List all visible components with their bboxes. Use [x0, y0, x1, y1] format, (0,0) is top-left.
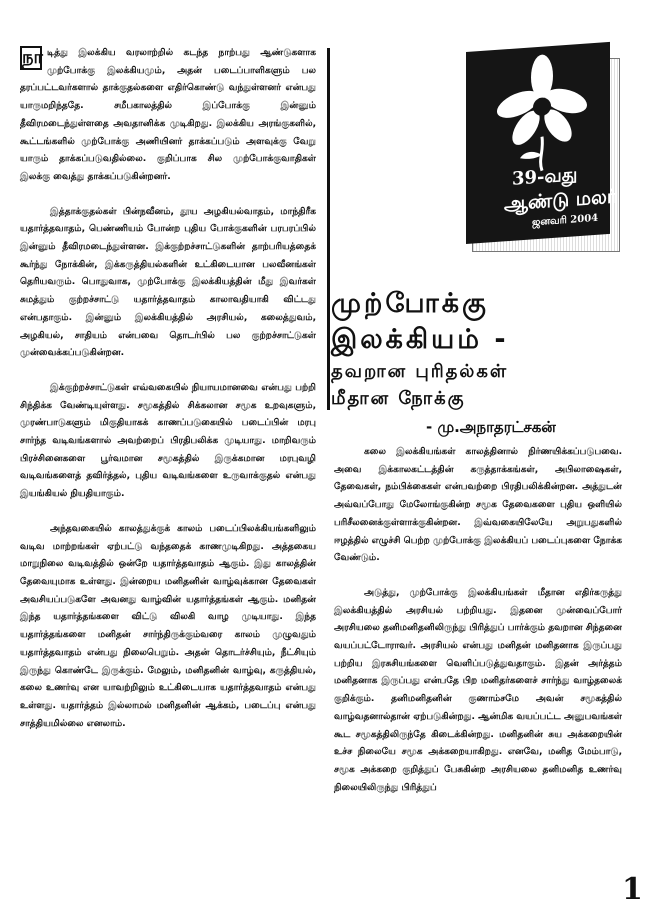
title-line: முற்போக்கு	[331, 288, 489, 319]
right-column	[334, 443, 622, 796]
title-line: இலக்கியம் -	[331, 324, 509, 355]
paragraph: இக்குற்றச்சாட்டுகள் எவ்வகையில் நியாயமானவை என்பது பற்றி சிந்திக்க வேண்டியுள்ளது. சமூகத்தில் சிக்கலான சமூக உறவுகளும், முரண்பாடுகளும் மிகுதியாகக் காணப்படுகையில் படைப்பின் மரபு சார்ந்த வடிவங்களால் அவற்றைப் பிரதிபலிக்க முடியாது. மாறிவரும் பிரச்சினைகளை பூர்வமான சமூகத்தில் இருக்கமான மரபுவழி வடிவங்களைத் தவிர்த்தல், புதிய வடிவங்களை உருவாக்குதல் என்பது இயங்கியல் நியதியாகும்.	[20, 381, 316, 500]
drop-cap: நா	[22, 47, 43, 68]
article-title	[331, 286, 631, 412]
book-date: ஜனவரி 2004	[532, 212, 599, 229]
paragraph: இத்தாக்குதல்கள் பின்நவீனம், தூய அழகியல்வாதம், மாந்திரீக யதார்த்தவாதம், பெண்ணியம் போன்ற புதிய போக்குகளின் பரபரப்பில் இன்னும் தீவிரமடைந்துள்ளன. இக்குற்றச்சாட்டுகளின் தாற்பரியத்தைக் கூர்ந்து நோக்கின், இக்கருத்தியல்களின் உட்கிடையான பலவீனங்கள் தெரியவரும். பொதுவாக, முற்போக்கு இலக்கியத்தின் மீது இவர்கள் சுமத்தும் குற்றச்சாட்டு யதார்த்தவாதம் காலாவதியாகி விட்டது என்பதாகும். இன்னும் இலக்கியத்தில் அரசியல், கலைத்துவம், அழகியல், சாதியம் என்பவை தொடர்பில் பல குற்றச்சாட்டுகள் முன்வைக்கப்படுகின்றன.	[20, 205, 316, 359]
paragraph-text: டித்து இலக்கிய வரலாற்றில் கடந்த நாற்பது ஆண்டுகளாக முற்போக்கு இலக்கியமும், அதன் படைப்பாளிகளும் பல தரப்பட்டவர்களால் தாக்குதல்களை எதிர்கொண்டு வந்துள்ளனர் என்பது யாருமறிந்ததே. சமீபகாலத்தில் இப்போக்கு இன்னும் தீவிரமடைந்துள்ளதை அவதானிக்க முடிகிறது. இலக்கிய அரங்குகளில், கூட்டங்களில் முற்போக்கு அணியினர் தாக்கப்படும் அளவுக்கு வேறு யாரும் தாக்கப்படுவதில்லை. குறிப்பாக சில முற்போக்குவாதிகள் இலக்கு வைத்து தாக்கப்படுகின்றனர்.	[20, 47, 316, 182]
book-edition: 39-வது	[512, 164, 578, 190]
author-byline: - மு.அநாதரட்சகன்	[426, 418, 556, 436]
paragraph: அடுத்து, முற்போக்கு இலக்கியங்கள் மீதான எதிர்கருத்து இலக்கியத்தில் அரசியல் பற்றியது. இதனை முன்வைப்போர் அரசியலை தனிமனிதனிலிருந்து பிரித்துப் பார்க்கும் தவறான சிந்தனை வயப்பட்டோராவர். அரசியல் என்பது மனிதன் மனிதனாக இருப்பது பற்றிய இரசுசியங்களை வெளிப்படுத்துவதாகும். இதன் அர்த்தம் மனிதனாக இருப்பது என்பதே பிற மனிதர்களைச் சார்ந்து வாழ்தலைக் குறிக்கும். தனிமனிதனின் குணாம்சமே அவன் சமூகத்தில் வாழ்வதனால்தான் ஏற்படுகின்றது. ஆன்மிக வயப்பட்ட அனுபவங்கள் கூட சமூகத்திலிருந்தே கிடைக்கின்றது. மனிதனின் சுய அக்கறையின் உச்ச நிலையே சமூக அக்கறையாகிறது. எனவே, மனித மேம்பாடு, சமூக அக்கறை குறித்துப் பேசுகின்ற அரசியலை தனிமனித உணர்வு நிலையிலிருந்து பிரித்துப்	[334, 586, 622, 793]
paragraph	[20, 44, 316, 186]
left-column	[20, 44, 316, 732]
paragraph: கலை இலக்கியங்கள் காலத்தினால் நிர்ணயிக்கப்படுபவை. அவை இக்காலகட்டத்தின் கருத்தாக்கங்கள், அபிலாஷைகள், தேவைகள், நம்பிக்கைகள் என்பவற்றை பிரதிபலிக்கின்றன. அத்துடன் அவ்வப்போது மேலோங்குகின்ற சமூக தேவைகளை புதிய ஒளியில் பரிசீலனைக்குள்ளாக்குகின்றன. இவ்வகையிலேயே அறுபதுகளில் ஈழத்தில் எழுச்சி பெற்ற முற்போக்கு இலக்கியப் படைப்புகளை நோக்க வேண்டும்.	[334, 446, 622, 564]
book-cover	[466, 52, 616, 250]
title-line: மீதான நோக்கு	[331, 388, 466, 409]
paragraph: அந்தவகையில் காலத்துக்குக் காலம் படைப்பிலக்கியங்களிலும் வடிவ மாற்றங்கள் ஏற்பட்டு வந்ததைக் காணமுடிகிறது. அத்தகைய மாறுநிலை வடிவத்தில் ஒன்றே யதார்த்தவாதம் ஆகும். இது காலத்தின் தேவையுமாக உள்ளது. இன்றைய மனிதனின் வாழ்வுக்கான தேவைகள் அவசியப்படுகளே அவனது வாழ்வின் யதார்த்தங்கள் ஆகும். மனிதன் இந்த யதார்த்தங்களை விட்டு விலகி வாழ முடியாது. இந்த யதார்த்தங்களை மனிதன் சார்ந்திருக்கும்வரை காலம் முழுவதும் யதார்த்தவாதம் என்பது நிலைபெறும். அதன் தொடர்ச்சியும், நீட்சியும் இருந்து கொண்டே இருக்கும். மேலும், மனிதனின் வாழ்வு, கருத்தியல், கலை உணர்வு என யாவற்றிலும் உட்கிடையாக யதார்த்தவாதம் என்பது உள்ளது. யதார்த்தம் இல்லாமல் மனிதனின் ஆக்கம், படைப்பு என்பது சாத்தியமில்லை எனலாம்.	[20, 522, 316, 729]
book-anniversary: ஆண்டு மலர்	[504, 185, 617, 216]
book-front	[466, 42, 617, 244]
column-divider	[327, 48, 330, 410]
page-number: 1	[622, 872, 643, 907]
title-line: தவறான புரிதல்கள்	[331, 361, 509, 382]
